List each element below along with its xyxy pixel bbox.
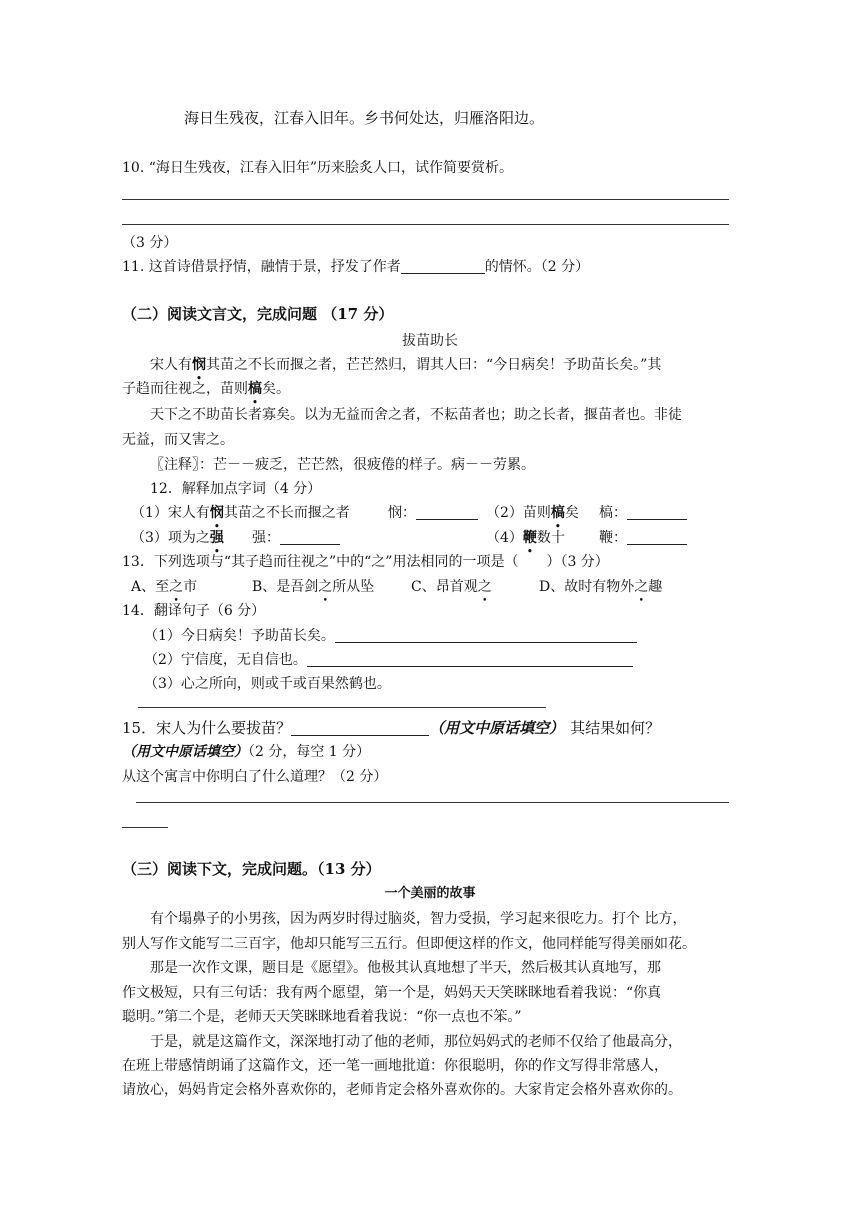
question-13: 13．下列选项与“其子趋而往视之”中的“之”用法相同的一项是（ ）（3 分） [122, 554, 609, 570]
answer-blank[interactable] [280, 530, 340, 545]
question-14-item-2: （2）宁信度，无自信也。 [144, 650, 633, 670]
passage-line: 宋人有悯其苗之不长而揠之者，芒芒然归，谓其人曰：“今日病矣！予助苗长矣。”其 [150, 357, 662, 373]
question-12-answer-2: 槁： [599, 503, 687, 523]
question-12-item-3: （3）项为之强 [131, 530, 224, 546]
question-12-item-4: （4）鞭数十 [486, 530, 565, 546]
question-12-answer-3: 强： [252, 528, 340, 548]
passage-line: 无益，而又害之。 [122, 432, 234, 448]
answer-line[interactable] [138, 707, 546, 708]
answer-blank[interactable] [627, 505, 687, 520]
question-10-score: （3 分） [122, 235, 178, 251]
option-c[interactable]: C、昂首观之 [411, 579, 492, 595]
section-3-heading: （三）阅读下文，完成问题。（13 分） [122, 860, 381, 878]
question-11-score: 的情怀。（2 分） [484, 259, 590, 275]
question-15: 15．宋人为什么要拔苗？ （用文中原话填空） 其结果如何？ [122, 719, 661, 737]
answer-line[interactable] [136, 802, 729, 803]
question-12-answer-1: 悯： [388, 503, 478, 523]
story-line: 那是一次作文课，题目是《愿望》。他极其认真地想了半天，然后极其认真地写，那 [150, 960, 661, 976]
answer-blank[interactable] [335, 628, 637, 643]
answer-line[interactable] [122, 199, 729, 200]
dotted-char: 强 [209, 530, 224, 546]
question-10: 10. “海日生残夜，江春入旧年”历来脍炙人口，试作简要赏析。 [122, 160, 514, 176]
answer-line[interactable] [122, 224, 729, 225]
option-b[interactable]: B、是吾剑之所从坠 [252, 579, 375, 595]
story-line: 于是，就是这篇作文，深深地打动了他的老师，那位妈妈式的老师不仅给了他最高分， [150, 1034, 682, 1050]
answer-blank[interactable] [291, 721, 429, 736]
answer-blank[interactable] [401, 259, 485, 274]
dotted-char: 槁 [248, 381, 262, 397]
answer-blank[interactable] [627, 530, 687, 545]
dotted-char: 悯 [192, 357, 206, 373]
dotted-char: 之 [318, 579, 333, 595]
question-14-item-3: （3）心之所向，则或千或百果然鹤也。 [144, 676, 391, 692]
dotted-char: 之 [477, 579, 492, 595]
story-line: 聪明。”第二个是，老师天天笑眯眯地看着我说：“你一点也不笨。” [122, 1009, 522, 1025]
question-14-item-1: （1）今日病矣！予助苗长矣。 [144, 626, 637, 646]
story-line: 作文极短，只有三句话：我有两个愿望，第一个是，妈妈天天笑眯眯地看着我说：“你真 [122, 985, 662, 1001]
dotted-char: 之 [169, 579, 184, 595]
question-12: 12．解释加点字词（4 分） [150, 481, 322, 497]
question-12-answer-4: 鞭： [599, 528, 687, 548]
question-11-text: 11. 这首诗借景抒情，融情于景，抒发了作者 [122, 259, 401, 275]
passage-line: 天下之不助苗长者寡矣。以为无益而舍之者，不耘苗者也；助之长者，揠苗者也。非徒 [150, 407, 682, 423]
question-12-item-2: （2）苗则槁矣 [486, 505, 579, 521]
passage-line: 子趋而往视之，苗则槁矣。 [122, 381, 290, 397]
story-line: 别人写作文能写二三百字，他却只能写三五行。但即便这样的作文，他同样能写得美丽如花。 [122, 936, 696, 952]
passage-title: 拔苗助长 [402, 333, 458, 349]
story-line: 有个塌鼻子的小男孩，因为两岁时得过脑炎，智力受损，学习起来很吃力。打个 比方， [150, 911, 687, 927]
story-line: 请放心，妈妈肯定会格外喜欢你的，老师肯定会格外喜欢你的。大家肯定会格外喜欢你的。 [122, 1082, 682, 1098]
dotted-char: 悯 [209, 505, 224, 521]
story-line: 在班上带感情朗诵了这篇作文，还一笔一画地批道：你很聪明，你的作文写得非常感人， [122, 1058, 668, 1074]
annotation-note: 〖注释〗：芒－－疲乏，芒芒然，很疲倦的样子。病－－劳累。 [150, 457, 535, 473]
answer-blank[interactable] [416, 505, 478, 520]
poem-line: 海日生残夜，江春入旧年。乡书何处达，归雁洛阳边。 [184, 109, 545, 127]
answer-line[interactable] [122, 827, 168, 828]
option-a[interactable]: A、至之市 [131, 579, 198, 595]
question-14: 14．翻译句子（6 分） [122, 603, 266, 619]
question-11 [122, 257, 589, 277]
story-title: 一个美丽的故事 [384, 886, 476, 901]
option-d[interactable]: D、故时有物外之趣 [539, 579, 663, 595]
dotted-char: 之 [634, 579, 649, 595]
answer-blank[interactable] [307, 652, 633, 667]
dotted-char: 鞭 [522, 530, 537, 546]
question-15-line-3: 从这个寓言中你明白了什么道理？（2 分） [122, 769, 388, 785]
question-15-line-2: （用文中原话填空）（2 分，每空 1 分） [122, 744, 371, 760]
section-2-heading: （二）阅读文言文，完成问题 （17 分） [122, 305, 394, 323]
question-12-item-1: （1）宋人有悯其苗之不长而揠之者 [131, 505, 350, 521]
dotted-char: 槁 [550, 505, 565, 521]
